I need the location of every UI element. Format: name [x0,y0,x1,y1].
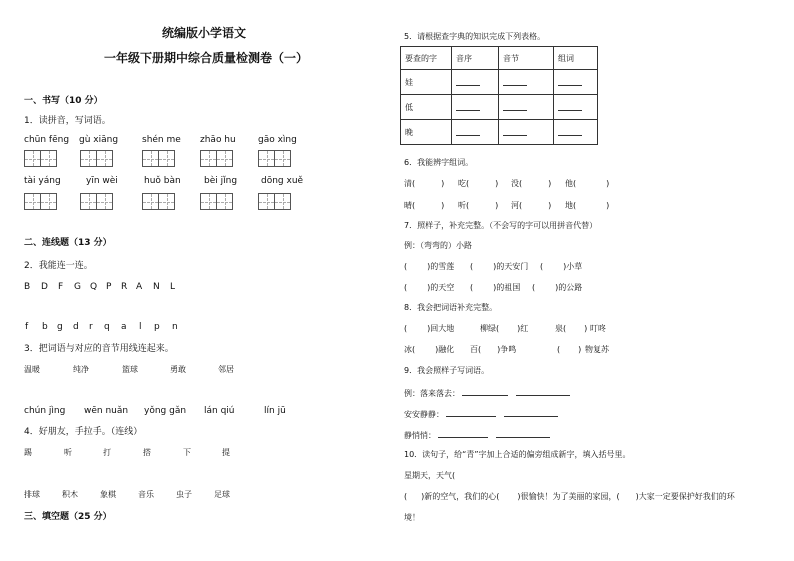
dictionary-table [400,46,598,145]
section-3-heading: 三、填空题（25 分） [24,512,112,522]
word-item: 邻居 [218,365,234,374]
q8-item: 柳绿( )红 [480,324,529,333]
writing-grid[interactable] [80,150,112,167]
writing-grid[interactable] [200,150,232,167]
pinyin-label: huǒ bàn [144,176,181,186]
table-char: 娃 [401,70,452,95]
letter-lower: d [73,322,79,332]
letter-upper: B [24,282,31,292]
question-3: 3．把词语与对应的音节用线连起来。 [24,344,174,354]
letter-lower: b [42,322,48,332]
q6-item: 没( ) [511,179,552,188]
pinyin-item: wēn nuǎn [84,406,129,416]
word-item: 勇敢 [170,365,186,374]
letter-upper: Q [90,282,98,292]
noun-item: 积木 [62,490,78,499]
letter-upper: G [74,282,81,292]
q6-item: 他( ) [565,179,610,188]
noun-item: 虫子 [176,490,192,499]
page-subtitle: 一年级下册期中综合质量检测卷（一） [104,51,309,65]
writing-grid[interactable] [24,193,56,210]
pinyin-label: tài yáng [24,176,61,186]
pinyin-item: lín jū [264,406,286,416]
q6-item: 听( ) [458,201,499,210]
writing-grid[interactable] [200,193,232,210]
answer-blank[interactable] [499,95,554,120]
question-4: 4．好朋友，手拉手。（连线） [24,427,143,437]
pinyin-label: bèi jǐng [204,176,238,186]
letter-lower: p [154,322,160,332]
question-5: 5．请根据查字典的知识完成下列表格。 [404,32,546,41]
q7-item: ( )的公路 [532,283,583,292]
letter-lower: a [121,322,127,332]
verb-item: 打 [103,448,111,457]
answer-blank[interactable] [554,95,598,120]
q9-line: 例：落来落去： [404,387,570,399]
verb-item: 下 [183,448,191,457]
question-10: 10．读句子，给“青”字加上合适的偏旁组成新字，填入括号里。 [404,450,631,459]
letter-lower: g [57,322,63,332]
pinyin-label: gù xiāng [79,135,119,145]
question-7: 7．照样子，补充完整。（不会写的字可以用拼音代替） [404,221,598,230]
q6-item: 河( ) [511,201,552,210]
q6-item: 地( ) [565,201,610,210]
noun-item: 排球 [24,490,40,499]
verb-item: 搭 [143,448,151,457]
pinyin-label: dōng xuě [261,176,304,186]
q8-item: ( ) [557,345,582,354]
q8-item: 泉( ) [555,324,588,333]
q6-item: 吃( ) [458,179,499,188]
question-8: 8．我会把词语补充完整。 [404,303,498,312]
writing-grid[interactable] [258,150,290,167]
table-header: 音序 [452,47,499,70]
noun-item: 音乐 [138,490,154,499]
word-item: 温暖 [24,365,40,374]
pinyin-label: chūn fēng [24,135,70,145]
answer-blank[interactable] [452,70,499,95]
table-char: 晚 [401,120,452,145]
q10-line: 星期天，天气( [404,471,456,480]
q6-item: 晴( ) [404,201,445,210]
letter-lower: f [25,322,29,332]
pinyin-item: yǒng gǎn [144,406,187,416]
letter-lower: l [139,322,142,332]
question-9: 9．我会照样子写词语。 [404,366,490,375]
q10-line-end: 境！ [404,513,420,522]
answer-blank[interactable] [554,120,598,145]
page-title: 统编版小学语文 [162,26,247,40]
q7-item: ( )的天安门 [470,262,529,271]
table-char: 低 [401,95,452,120]
verb-item: 踢 [24,448,32,457]
writing-grid[interactable] [24,150,56,167]
letter-lower: q [104,322,110,332]
q8-item: 物复苏 [585,345,609,354]
q8-item: 叮咚 [590,324,606,333]
q8-item: ( )回大地 [404,324,455,333]
noun-item: 足球 [214,490,230,499]
pinyin-label: gāo xìng [258,135,297,145]
letter-lower: r [89,322,93,332]
table-header: 音节 [499,47,554,70]
letter-upper: D [41,282,48,292]
q6-item: 清( ) [404,179,445,188]
pinyin-label: zhāo hu [200,135,236,145]
q7-item: ( )的雪莲 [404,262,455,271]
q8-item: 百( )争鸣 [470,345,517,354]
q9-line: 安安静静： [404,408,558,420]
q7-item: ( )的祖国 [470,283,521,292]
noun-item: 象棋 [100,490,116,499]
section-2-heading: 二、连线题（13 分） [24,238,112,248]
q7-item: ( )的天空 [404,283,455,292]
q8-item: 冰( )融化 [404,345,455,354]
letter-upper: L [170,282,176,292]
writing-grid[interactable] [258,193,290,210]
table-header-row [401,47,598,70]
answer-blank[interactable] [499,120,554,145]
word-item: 篮球 [122,365,138,374]
section-1-heading: 一、书写（10 分） [24,96,103,106]
answer-blank[interactable] [452,95,499,120]
question-1: 1．读拼音，写词语。 [24,116,111,126]
answer-blank[interactable] [499,70,554,95]
letter-upper: N [153,282,160,292]
writing-grid[interactable] [80,193,112,210]
verb-item: 提 [222,448,230,457]
table-header: 组词 [554,47,598,70]
verb-item: 听 [64,448,72,457]
q7-example: 例：（弯弯的）小路 [404,241,472,250]
table-row [401,120,598,145]
pinyin-label: yīn wèi [86,176,118,186]
writing-grid[interactable] [142,150,174,167]
q9-line: 静悄悄： [404,429,550,441]
table-row [401,95,598,120]
table-row [401,70,598,95]
pinyin-item: chún jìng [24,406,66,416]
letter-upper: R [121,282,128,292]
writing-grid[interactable] [142,193,174,210]
table-header: 要查的字 [401,47,452,70]
letter-upper: A [136,282,143,292]
answer-blank[interactable] [452,120,499,145]
word-item: 纯净 [73,365,89,374]
pinyin-label: shén me [142,135,181,145]
q10-line: ( )新的空气，我们的心( )很愉快！为了美丽的家园，( )大家一定要保护好我们的环 [404,492,735,501]
letter-upper: P [106,282,112,292]
letter-lower: n [172,322,178,332]
answer-blank[interactable] [554,70,598,95]
question-2: 2．我能连一连。 [24,261,93,271]
letter-upper: F [58,282,64,292]
q7-item: ( )小草 [540,262,583,271]
pinyin-item: lán qiú [204,406,235,416]
question-6: 6．我能辨字组词。 [404,158,474,167]
